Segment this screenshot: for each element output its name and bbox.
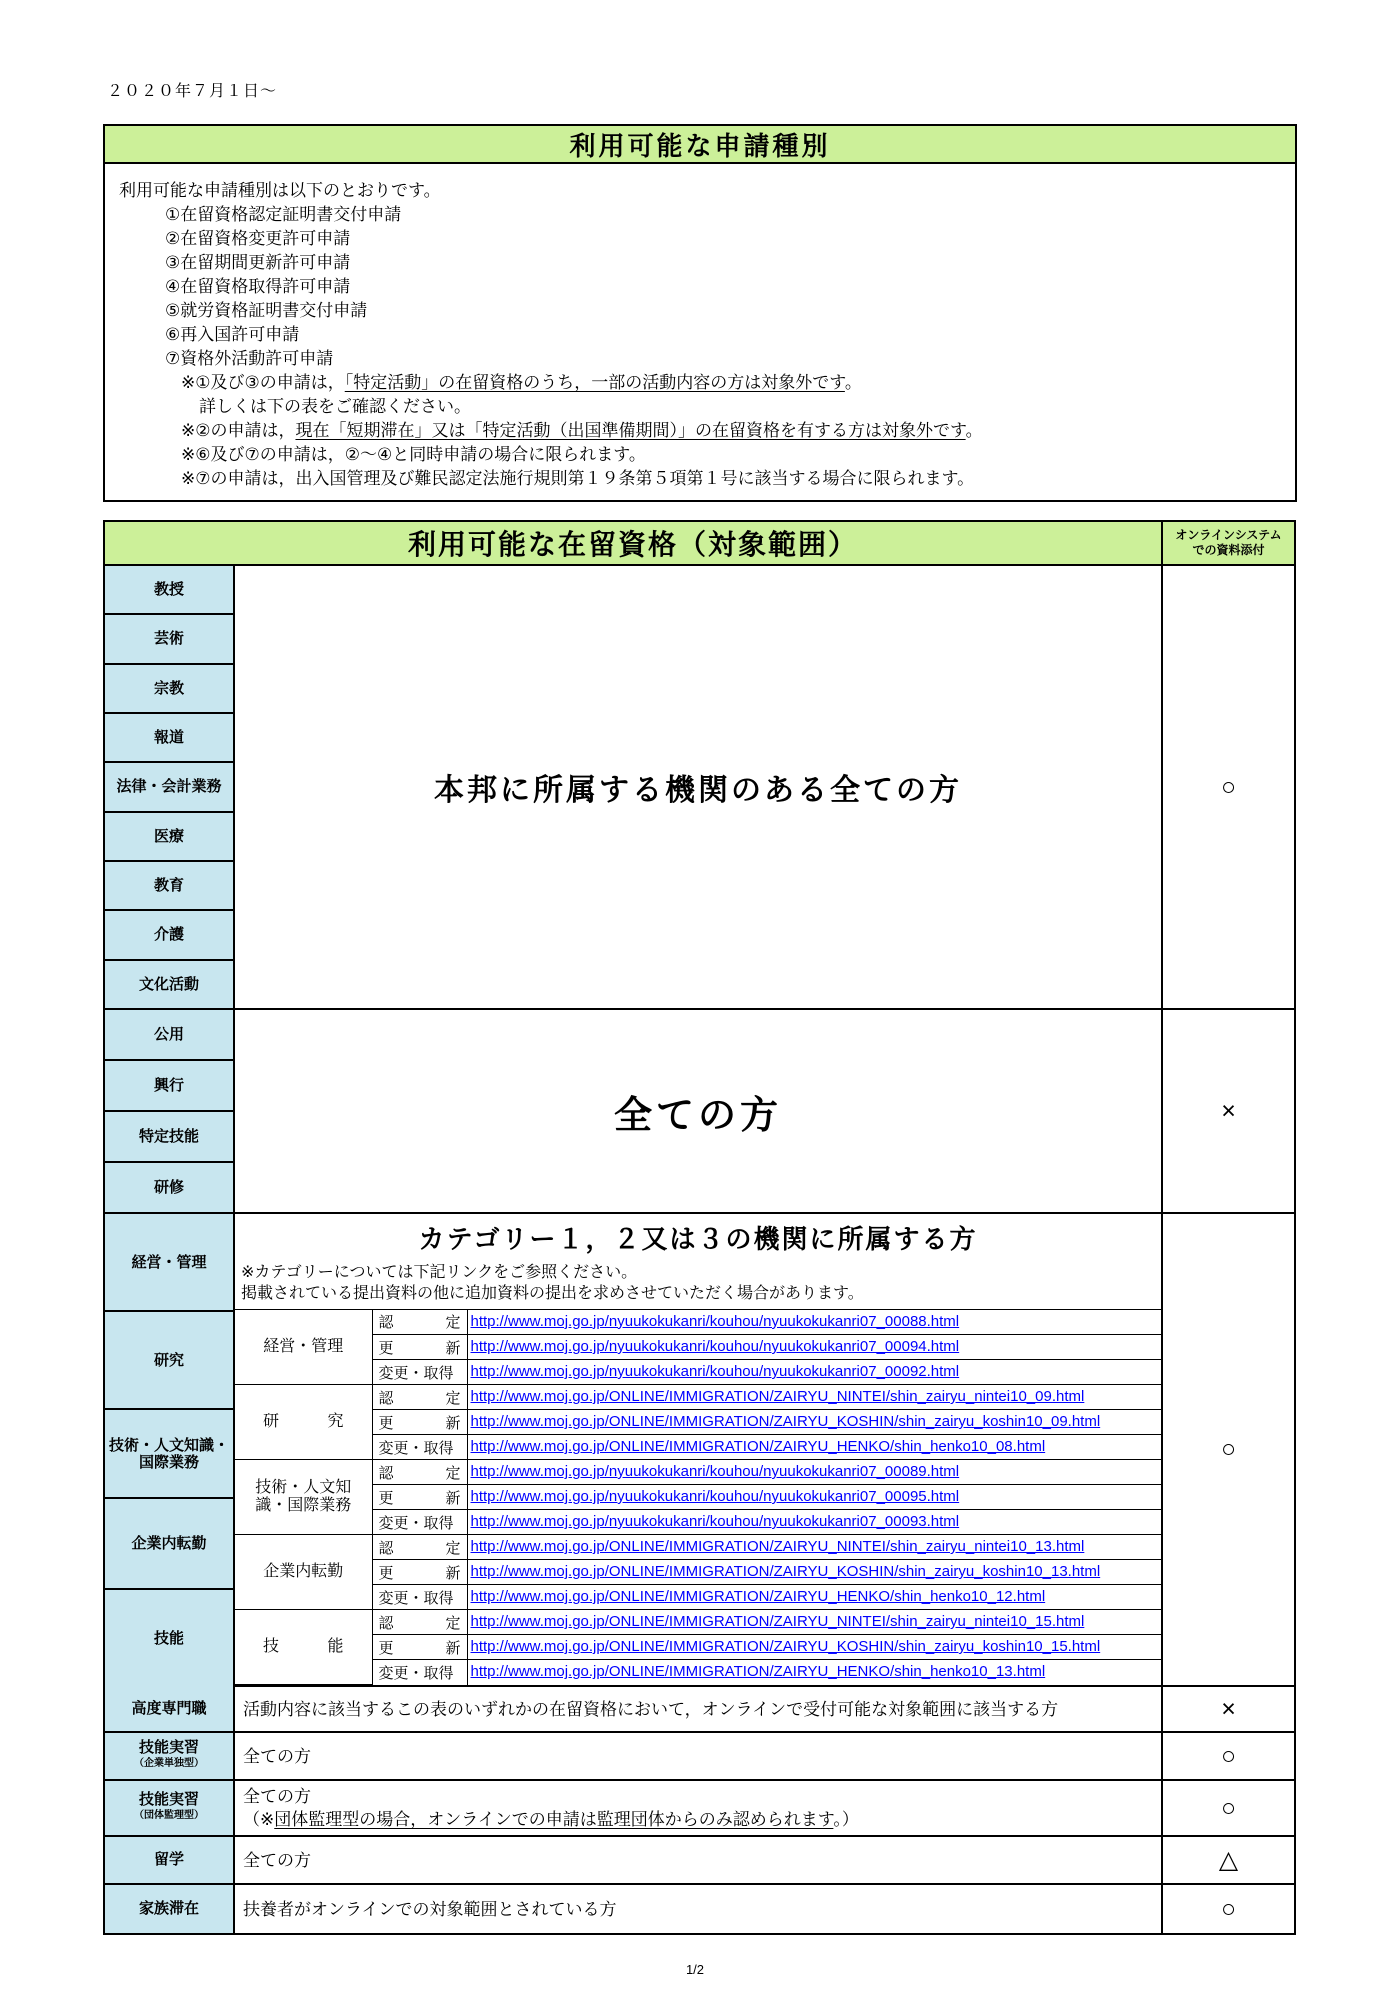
application-type-item: ③在留期間更新許可申請 bbox=[165, 253, 351, 272]
label-char: 認 bbox=[378, 1314, 394, 1332]
text-segment: 。 bbox=[844, 373, 862, 392]
guideline-link[interactable]: http://www.moj.go.jp/nyuukokukanri/kouhou/nyuukokukanri07_00088.html bbox=[470, 1312, 960, 1330]
application-type-notes bbox=[119, 371, 1281, 491]
residence-status-label: 宗教 bbox=[105, 665, 233, 714]
label-char: 研 bbox=[263, 1413, 280, 1430]
label-char: 認 bbox=[378, 1389, 394, 1407]
label-char: 定 bbox=[445, 1314, 461, 1332]
spread-label bbox=[379, 1487, 461, 1508]
row-scope-text bbox=[235, 1885, 1163, 1933]
guideline-link[interactable]: http://www.moj.go.jp/ONLINE/IMMIGRATION/ZAIRYU_NINTEI/shin_zairyu_nintei10_15.html bbox=[470, 1613, 1085, 1630]
application-types-table bbox=[103, 124, 1297, 502]
status-label-main: 技能実習 bbox=[138, 1791, 199, 1808]
status-label-main: 技能実習 bbox=[138, 1739, 199, 1756]
row-scope-text bbox=[235, 1733, 1163, 1779]
guideline-link-row bbox=[235, 1585, 1161, 1610]
guideline-link-row bbox=[235, 1460, 1161, 1485]
group3-scope-header bbox=[235, 1214, 1161, 1310]
guideline-link-row bbox=[235, 1310, 1161, 1335]
application-types-intro: 利用可能な申請種別は以下のとおりです。 bbox=[119, 181, 441, 200]
link-group-label-cell: 経営・管理 bbox=[235, 1310, 372, 1385]
guideline-link-cell bbox=[467, 1360, 1161, 1385]
status-label-sub: （団体監理型） bbox=[134, 1810, 204, 1821]
status-table-row bbox=[105, 1837, 1294, 1885]
label-char: 究 bbox=[327, 1413, 344, 1430]
guideline-link[interactable]: http://www.moj.go.jp/ONLINE/IMMIGRATION/ZAIRYU_HENKO/shin_henko10_12.html bbox=[470, 1588, 1046, 1605]
label-char: 新 bbox=[445, 1639, 461, 1657]
text-segment: 。） bbox=[833, 1810, 859, 1829]
guideline-link[interactable]: http://www.moj.go.jp/nyuukokukanri/kouhou/nyuukokukanri07_00095.html bbox=[470, 1488, 960, 1505]
group1-scope-text: 本邦に所属する機関のある全ての方 bbox=[235, 566, 1163, 1008]
bottom-rows bbox=[105, 1687, 1294, 1933]
guideline-link-cell bbox=[467, 1610, 1161, 1635]
residence-status-label: 特定技能 bbox=[105, 1112, 233, 1163]
application-kind-cell bbox=[372, 1385, 467, 1410]
group3-main-cell bbox=[235, 1214, 1163, 1685]
status-label-column bbox=[105, 566, 235, 1008]
guideline-link-cell bbox=[467, 1335, 1161, 1360]
residence-status-label: 企業内転勤 bbox=[105, 1499, 233, 1590]
guideline-link-cell bbox=[467, 1660, 1161, 1685]
guideline-link[interactable]: http://www.moj.go.jp/ONLINE/IMMIGRATION/ZAIRYU_KOSHIN/shin_zairyu_koshin10_13.html bbox=[470, 1563, 1101, 1580]
application-kind-cell bbox=[372, 1460, 467, 1485]
status-label-main: 家族滞在 bbox=[138, 1900, 199, 1917]
scope-line bbox=[243, 1808, 1161, 1831]
label-char: 更 bbox=[378, 1339, 394, 1357]
text-segment: 活動内容に該当するこの表のいずれかの在留資格において，オンラインで受付可能な対象範囲に該当する方 bbox=[243, 1699, 1059, 1719]
guideline-link-row bbox=[235, 1610, 1161, 1635]
application-kind-cell bbox=[372, 1560, 467, 1585]
application-kind-cell bbox=[372, 1410, 467, 1435]
application-kind-cell bbox=[372, 1610, 467, 1635]
status-table-row bbox=[105, 1687, 1294, 1733]
residence-status-label: 法律・会計業務 bbox=[105, 763, 233, 812]
online-attachment-header-line1: オンラインシステム bbox=[1175, 528, 1282, 542]
guideline-link-cell bbox=[467, 1385, 1161, 1410]
residence-status-label bbox=[105, 1885, 235, 1933]
guideline-link-cell bbox=[467, 1485, 1161, 1510]
label-char: 新 bbox=[445, 1564, 461, 1582]
residence-status-label bbox=[105, 1781, 235, 1835]
guideline-link-row bbox=[235, 1560, 1161, 1585]
text-segment: （※ bbox=[243, 1810, 275, 1829]
group3-scope-note: 掲載されている提出資料の他に追加資料の提出を求めさせていただく場合があります。 bbox=[241, 1285, 864, 1302]
underlined-text: 現在「短期滞在」又は「特定活動（出国準備期間）」の在留資格を有する方は対象外です bbox=[295, 421, 966, 440]
spread-label bbox=[379, 1537, 461, 1558]
residence-status-label: 研究 bbox=[105, 1312, 233, 1410]
row-attachment-mark: × bbox=[1221, 1694, 1236, 1723]
group3-attachment-mark: ○ bbox=[1220, 1435, 1237, 1463]
residence-status-label: 経営・管理 bbox=[105, 1214, 233, 1312]
spread-label bbox=[379, 1387, 461, 1408]
application-type-item: ⑥再入国許可申請 bbox=[165, 325, 300, 344]
link-group-label-cell: 企業内転勤 bbox=[235, 1535, 372, 1610]
guideline-link-row bbox=[235, 1335, 1161, 1360]
application-type-note bbox=[119, 443, 1281, 467]
label-char: 認 bbox=[378, 1464, 394, 1482]
label-char: 能 bbox=[327, 1638, 344, 1655]
row-scope-text bbox=[235, 1837, 1163, 1883]
label-char: 更 bbox=[378, 1414, 394, 1432]
online-attachment-header-line2: での資料添付 bbox=[1192, 543, 1265, 557]
spread-label bbox=[379, 1311, 461, 1332]
online-attachment-header bbox=[1163, 522, 1294, 564]
guideline-link-row bbox=[235, 1635, 1161, 1660]
residence-status-label: 医療 bbox=[105, 813, 233, 862]
application-kind-cell: 変更・取得 bbox=[372, 1660, 467, 1685]
underlined-text: 「特定活動」の在留資格のうち，一部の活動内容の方は対象外です bbox=[344, 373, 845, 392]
label-char: 新 bbox=[445, 1339, 461, 1357]
text-segment: 全ての方 bbox=[243, 1850, 311, 1870]
label-char: 定 bbox=[445, 1539, 461, 1557]
application-kind-cell bbox=[372, 1535, 467, 1560]
label-char: 技 bbox=[263, 1638, 280, 1655]
status-label-main: 高度専門職 bbox=[131, 1700, 207, 1717]
application-type-item: ④在留資格取得許可申請 bbox=[165, 277, 351, 296]
guideline-link[interactable]: http://www.moj.go.jp/ONLINE/IMMIGRATION/ZAIRYU_NINTEI/shin_zairyu_nintei10_09.html bbox=[470, 1388, 1085, 1405]
application-type-item: ①在留資格認定証明書交付申請 bbox=[165, 205, 402, 224]
status-label-sub: （企業単独型） bbox=[134, 1758, 204, 1769]
guideline-link-row bbox=[235, 1435, 1161, 1460]
scope-line bbox=[243, 1849, 1161, 1872]
text-segment: 全ての方 bbox=[243, 1787, 311, 1806]
status-label-main: 留学 bbox=[153, 1851, 184, 1868]
residence-status-table bbox=[103, 520, 1296, 1935]
application-type-list bbox=[119, 203, 1281, 371]
residence-status-label: 介護 bbox=[105, 911, 233, 960]
label-char: 定 bbox=[445, 1389, 461, 1407]
spread-label bbox=[379, 1337, 461, 1358]
label-char: 新 bbox=[445, 1414, 461, 1432]
group3-scope-title: カテゴリー１，２又は３の機関に所属する方 bbox=[418, 1224, 978, 1254]
row-attachment-mark: ○ bbox=[1220, 1894, 1237, 1923]
residence-status-label: 文化活動 bbox=[105, 961, 233, 1008]
group3-scope-note: ※カテゴリーについては下記リンクをご参照ください。 bbox=[241, 1264, 638, 1281]
residence-status-header-row bbox=[105, 522, 1294, 566]
row-attachment-mark: △ bbox=[1218, 1846, 1239, 1874]
spread-label bbox=[379, 1612, 461, 1633]
underlined-text: 団体監理型の場合，オンラインでの申請は監理団体からのみ認められます bbox=[274, 1810, 834, 1829]
guideline-link[interactable]: http://www.moj.go.jp/ONLINE/IMMIGRATION/ZAIRYU_KOSHIN/shin_zairyu_koshin10_15.html bbox=[470, 1638, 1101, 1655]
application-types-body bbox=[105, 164, 1295, 506]
scope-line bbox=[243, 1698, 1161, 1721]
guideline-link-cell bbox=[467, 1410, 1161, 1435]
application-kind-cell bbox=[372, 1310, 467, 1335]
application-types-title: 利用可能な申請種別 bbox=[105, 126, 1295, 164]
status-table-row bbox=[105, 1733, 1294, 1781]
row-scope-text bbox=[235, 1687, 1163, 1731]
text-segment: ※⑥及び⑦の申請は，②～④と同時申請の場合に限られます。 bbox=[181, 445, 646, 464]
page-number: 1/2 bbox=[685, 1962, 705, 1977]
label-char: 定 bbox=[445, 1614, 461, 1632]
status-label-column bbox=[105, 1010, 235, 1212]
text-segment: 詳しくは下の表をご確認ください。 bbox=[199, 397, 471, 416]
guideline-link[interactable]: http://www.moj.go.jp/ONLINE/IMMIGRATION/ZAIRYU_HENKO/shin_henko10_08.html bbox=[470, 1438, 1046, 1455]
guideline-link-row bbox=[235, 1360, 1161, 1385]
guideline-link-cell bbox=[467, 1435, 1161, 1460]
guideline-link-cell bbox=[467, 1310, 1161, 1335]
application-kind-cell: 変更・取得 bbox=[372, 1510, 467, 1535]
guideline-link-cell bbox=[467, 1535, 1161, 1560]
residence-status-label: 報道 bbox=[105, 714, 233, 763]
residence-status-label: 公用 bbox=[105, 1010, 233, 1061]
application-type-note bbox=[119, 467, 1281, 491]
link-group-label-cell bbox=[235, 1610, 372, 1685]
guideline-link[interactable]: http://www.moj.go.jp/ONLINE/IMMIGRATION/ZAIRYU_KOSHIN/shin_zairyu_koshin10_09.html bbox=[470, 1413, 1101, 1430]
guideline-link-row bbox=[235, 1385, 1161, 1410]
guideline-link-cell bbox=[467, 1635, 1161, 1660]
link-group-label-cell bbox=[235, 1385, 372, 1460]
status-table-row bbox=[105, 1781, 1294, 1837]
application-kind-cell bbox=[372, 1485, 467, 1510]
guideline-link-cell bbox=[467, 1560, 1161, 1585]
label-char: 認 bbox=[378, 1614, 394, 1632]
spread-label bbox=[249, 1638, 358, 1656]
status-table-row bbox=[105, 1885, 1294, 1933]
residence-status-label bbox=[105, 1733, 235, 1779]
text-segment: 扶養者がオンラインでの対象範囲とされている方 bbox=[243, 1899, 617, 1919]
guideline-link-row bbox=[235, 1510, 1161, 1535]
row-scope-text bbox=[235, 1781, 1163, 1835]
label-char: 更 bbox=[378, 1564, 394, 1582]
guideline-link[interactable]: http://www.moj.go.jp/nyuukokukanri/kouhou/nyuukokukanri07_00093.html bbox=[470, 1513, 960, 1530]
row-attachment-mark: ○ bbox=[1220, 1793, 1237, 1822]
application-type-note bbox=[119, 371, 1281, 395]
spread-label bbox=[249, 1413, 358, 1431]
group-category-organizations bbox=[105, 1214, 1294, 1687]
group-affiliated-organization bbox=[105, 566, 1294, 1010]
spread-label bbox=[379, 1462, 461, 1483]
application-kind-cell bbox=[372, 1635, 467, 1660]
guideline-link[interactable]: http://www.moj.go.jp/nyuukokukanri/kouhou/nyuukokukanri07_00089.html bbox=[470, 1463, 960, 1480]
guideline-link-cell bbox=[467, 1585, 1161, 1610]
group1-attachment-mark: ○ bbox=[1220, 772, 1237, 801]
residence-status-label: 技術・人文知識・国際業務 bbox=[105, 1410, 233, 1499]
text-segment: 。 bbox=[965, 421, 983, 440]
application-kind-cell bbox=[372, 1335, 467, 1360]
guideline-link-row bbox=[235, 1485, 1161, 1510]
status-label-column bbox=[105, 1214, 235, 1685]
text-segment: ※⑦の申請は，出入国管理及び難民認定法施行規則第１９条第５項第１号に該当する場合に限られます。 bbox=[181, 469, 975, 488]
guideline-link[interactable]: http://www.moj.go.jp/nyuukokukanri/kouhou/nyuukokukanri07_00092.html bbox=[470, 1363, 960, 1380]
guideline-link[interactable]: http://www.moj.go.jp/ONLINE/IMMIGRATION/ZAIRYU_HENKO/shin_henko10_13.html bbox=[470, 1663, 1046, 1681]
spread-label bbox=[379, 1637, 461, 1658]
residence-status-label bbox=[105, 1687, 235, 1731]
scope-line bbox=[243, 1898, 1161, 1921]
scope-line bbox=[243, 1745, 1161, 1768]
residence-status-label: 研修 bbox=[105, 1163, 233, 1212]
application-type-item: ②在留資格変更許可申請 bbox=[165, 229, 351, 248]
residence-status-label: 教授 bbox=[105, 566, 233, 615]
guideline-links-table bbox=[235, 1310, 1161, 1686]
application-type-item: ⑦資格外活動許可申請 bbox=[165, 349, 334, 368]
application-kind-cell: 変更・取得 bbox=[372, 1585, 467, 1610]
text-segment: ※②の申請は， bbox=[181, 421, 296, 440]
scope-line bbox=[243, 1785, 1161, 1808]
guideline-link-cell bbox=[467, 1460, 1161, 1485]
label-char: 更 bbox=[378, 1639, 394, 1657]
application-type-note bbox=[119, 419, 1281, 443]
guideline-link[interactable]: http://www.moj.go.jp/ONLINE/IMMIGRATION/ZAIRYU_NINTEI/shin_zairyu_nintei10_13.html bbox=[470, 1538, 1085, 1555]
group2-scope-text: 全ての方 bbox=[235, 1010, 1163, 1212]
guideline-link-row bbox=[235, 1535, 1161, 1560]
application-type-note bbox=[119, 395, 1281, 419]
text-segment: ※①及び③の申請は， bbox=[181, 373, 345, 392]
residence-status-label: 技能 bbox=[105, 1590, 233, 1687]
label-char: 更 bbox=[378, 1489, 394, 1507]
label-char: 新 bbox=[445, 1489, 461, 1507]
residence-status-title: 利用可能な在留資格（対象範囲） bbox=[105, 522, 1163, 564]
effective-date-label: ２０２０年７月１日～ bbox=[107, 83, 278, 100]
guideline-link-cell bbox=[467, 1510, 1161, 1535]
group3-scope-notes bbox=[235, 1262, 1161, 1304]
group-everyone bbox=[105, 1010, 1294, 1214]
residence-status-label bbox=[105, 1837, 235, 1883]
guideline-link-row bbox=[235, 1660, 1161, 1685]
guideline-link[interactable]: http://www.moj.go.jp/nyuukokukanri/kouhou/nyuukokukanri07_00094.html bbox=[470, 1338, 960, 1355]
label-char: 定 bbox=[445, 1464, 461, 1482]
guideline-link-row bbox=[235, 1410, 1161, 1435]
text-segment: 全ての方 bbox=[243, 1746, 311, 1766]
link-group-label-cell: 技術・人文知識・国際業務 bbox=[235, 1460, 372, 1535]
spread-label bbox=[379, 1562, 461, 1583]
application-kind-cell: 変更・取得 bbox=[372, 1360, 467, 1385]
row-attachment-mark: ○ bbox=[1220, 1741, 1237, 1770]
residence-status-label: 興行 bbox=[105, 1061, 233, 1112]
application-type-item: ⑤就労資格証明書交付申請 bbox=[165, 301, 368, 320]
group2-attachment-mark: × bbox=[1221, 1096, 1236, 1125]
spread-label bbox=[379, 1412, 461, 1433]
label-char: 認 bbox=[378, 1539, 394, 1557]
residence-status-label: 芸術 bbox=[105, 615, 233, 664]
residence-status-label: 教育 bbox=[105, 862, 233, 911]
application-kind-cell: 変更・取得 bbox=[372, 1435, 467, 1460]
